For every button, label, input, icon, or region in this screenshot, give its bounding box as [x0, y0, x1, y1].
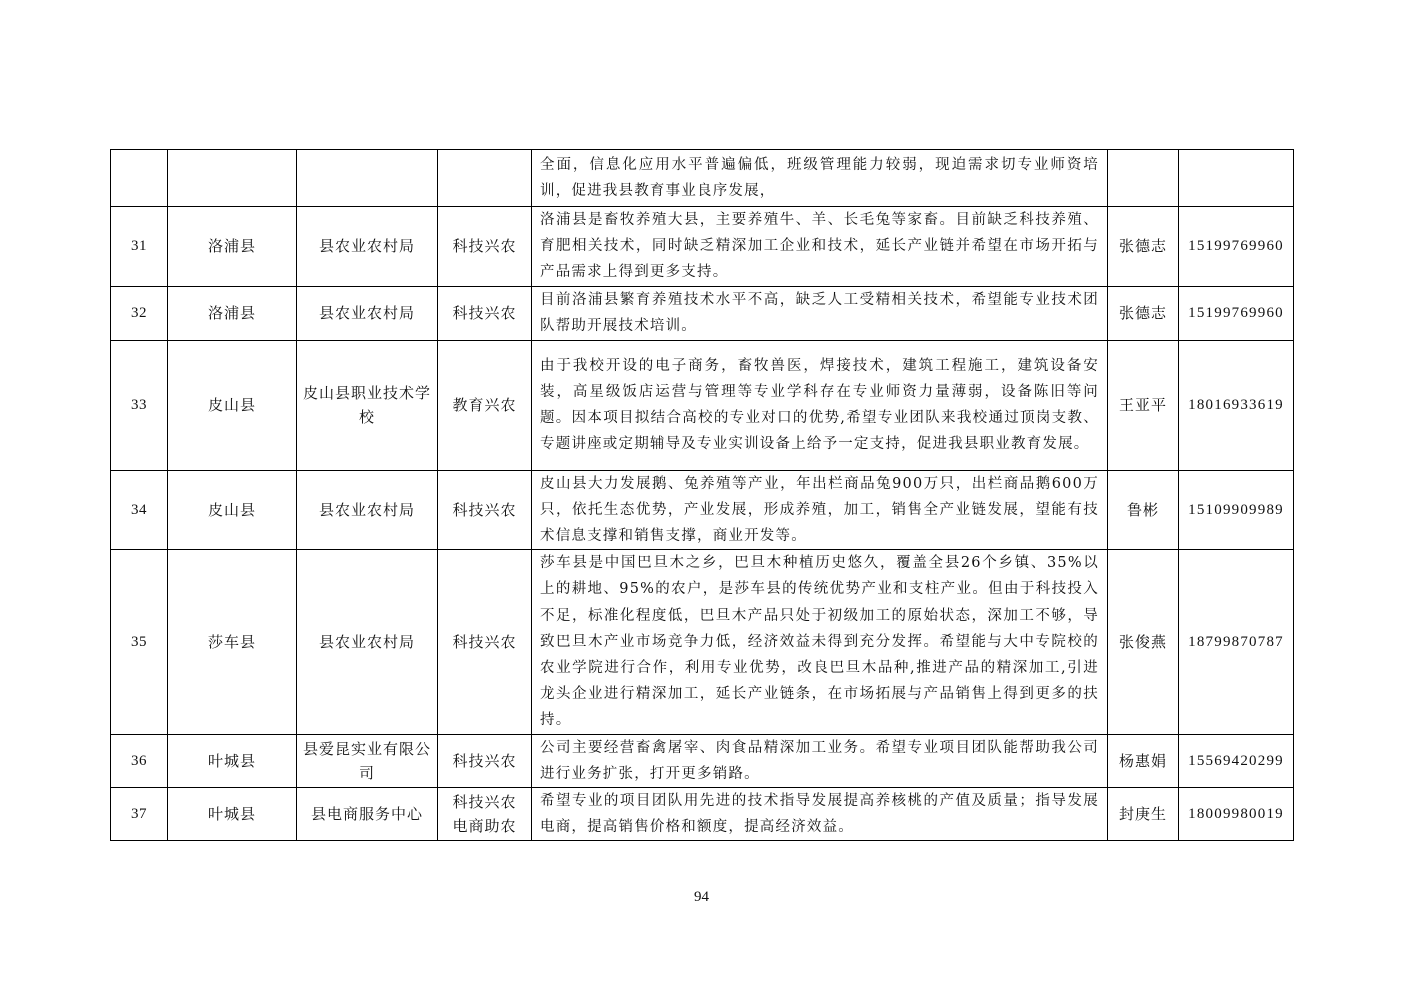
contact-cell: 鲁彬: [1108, 470, 1179, 550]
unit-cell: 县农业农村局: [297, 286, 438, 340]
type-cell: 科技兴农 电商助农: [438, 788, 532, 841]
county-cell: 叶城县: [168, 788, 297, 841]
table-row: [111, 286, 1294, 340]
phone-cell: 18016933619: [1179, 340, 1294, 470]
description-cell: 洛浦县是畜牧养殖大县，主要养殖牛、羊、长毛兔等家畜。目前缺乏科技养殖、育肥相关技术，同时缺乏精深加工企业和技术，延长产业链并希望在市场开拓与产品需求上得到更多支持。: [532, 207, 1108, 287]
unit-cell: 县爱昆实业有限公司: [297, 734, 438, 787]
row-number: 34: [111, 470, 168, 550]
row-number: 36: [111, 734, 168, 787]
unit-cell: 县电商服务中心: [297, 788, 438, 841]
phone-cell: 15569420299: [1179, 734, 1294, 787]
row-number: 37: [111, 788, 168, 841]
row-number: 32: [111, 286, 168, 340]
county-cell: 洛浦县: [168, 207, 297, 287]
description-cell: 全面，信息化应用水平普遍偏低，班级管理能力较弱，现迫需求切专业师资培训，促进我县教育事业良序发展，: [532, 150, 1108, 207]
phone-cell: 15109909989: [1179, 470, 1294, 550]
description-cell: 由于我校开设的电子商务，畜牧兽医，焊接技术，建筑工程施工，建筑设备安装，高星级饭店运营与管理等专业学科存在专业师资力量薄弱，设备陈旧等问题。因本项目拟结合高校的专业对口的优势,希望专业团队来我校通过顶岗支教、专题讲座或定期辅导及专业实训设备上给予一定支持，促进我县职业教育发展。: [532, 340, 1108, 470]
type-cell: 教育兴农: [438, 340, 532, 470]
contact-cell: 张俊燕: [1108, 550, 1179, 734]
page-number: 94: [694, 889, 709, 905]
table-row: [111, 207, 1294, 287]
contact-cell: [1108, 150, 1179, 207]
table-row: [111, 550, 1294, 734]
type-cell: 科技兴农: [438, 734, 532, 787]
phone-cell: 15199769960: [1179, 207, 1294, 287]
county-cell: 叶城县: [168, 734, 297, 787]
type-cell: 科技兴农: [438, 470, 532, 550]
table-row: [111, 470, 1294, 550]
unit-cell: [297, 150, 438, 207]
description-cell: 皮山县大力发展鹅、兔养殖等产业，年出栏商品兔900万只，出栏商品鹅600万只，依托生态优势，产业发展，形成养殖，加工，销售全产业链发展，望能有技术信息支撑和销售支撑，商业开发等。: [532, 470, 1108, 550]
table-row: [111, 734, 1294, 787]
unit-cell: 县农业农村局: [297, 207, 438, 287]
description-cell: 希望专业的项目团队用先进的技术指导发展提高养核桃的产值及质量；指导发展电商，提高销售价格和额度，提高经济效益。: [532, 788, 1108, 841]
type-cell: 科技兴农: [438, 550, 532, 734]
county-cell: 皮山县: [168, 470, 297, 550]
phone-cell: 18009980019: [1179, 788, 1294, 841]
type-cell: [438, 150, 532, 207]
contact-cell: 张德志: [1108, 286, 1179, 340]
table-row: [111, 150, 1294, 207]
description-cell: 目前洛浦县繁育养殖技术水平不高，缺乏人工受精相关技术，希望能专业技术团队帮助开展技术培训。: [532, 286, 1108, 340]
contact-cell: 王亚平: [1108, 340, 1179, 470]
county-cell: [168, 150, 297, 207]
project-table: [110, 149, 1294, 841]
phone-cell: [1179, 150, 1294, 207]
contact-cell: 杨惠娟: [1108, 734, 1179, 787]
type-cell: 科技兴农: [438, 207, 532, 287]
row-number: [111, 150, 168, 207]
row-number: 35: [111, 550, 168, 734]
unit-cell: 皮山县职业技术学校: [297, 340, 438, 470]
unit-cell: 县农业农村局: [297, 550, 438, 734]
table-row: [111, 340, 1294, 470]
contact-cell: 张德志: [1108, 207, 1179, 287]
county-cell: 洛浦县: [168, 286, 297, 340]
row-number: 33: [111, 340, 168, 470]
table-row: [111, 788, 1294, 841]
county-cell: 莎车县: [168, 550, 297, 734]
phone-cell: 15199769960: [1179, 286, 1294, 340]
unit-cell: 县农业农村局: [297, 470, 438, 550]
type-cell: 科技兴农: [438, 286, 532, 340]
phone-cell: 18799870787: [1179, 550, 1294, 734]
row-number: 31: [111, 207, 168, 287]
description-cell: 莎车县是中国巴旦木之乡，巴旦木种植历史悠久，覆盖全县26个乡镇、35%以上的耕地、95%的农户，是莎车县的传统优势产业和支柱产业。但由于科技投入不足，标准化程度低，巴旦木产品只处于初级加工的原始状态，深加工不够，导致巴旦木产业市场竞争力低，经济效益未得到充分发挥。希望能与大中专院校的农业学院进行合作，利用专业优势，改良巴旦木品种,推进产品的精深加工,引进龙头企业进行精深加工，延长产业链条，在市场拓展与产品销售上得到更多的扶持。: [532, 550, 1108, 734]
contact-cell: 封庚生: [1108, 788, 1179, 841]
county-cell: 皮山县: [168, 340, 297, 470]
description-cell: 公司主要经营畜禽屠宰、肉食品精深加工业务。希望专业项目团队能帮助我公司进行业务扩张，打开更多销路。: [532, 734, 1108, 787]
